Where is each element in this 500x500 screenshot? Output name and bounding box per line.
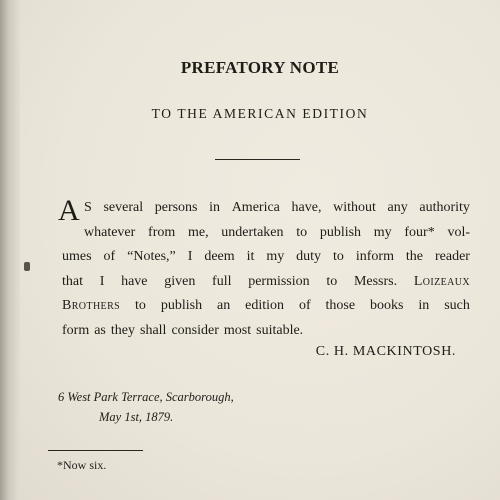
paragraph-word: reader: [434, 249, 470, 264]
date-line: May 1st, 1879.: [99, 410, 174, 424]
paragraph-word: Messrs.: [353, 273, 398, 289]
paragraph-word: most: [223, 322, 252, 338]
page-subtitle: TO THE AMERICAN EDITION: [151, 106, 369, 121]
paragraph-word: persons: [154, 200, 198, 215]
paragraph-word: inform: [355, 249, 394, 264]
paragraph-word: duty: [296, 249, 322, 264]
paragraph-word: America: [231, 200, 280, 215]
paragraph-word: have,: [291, 200, 322, 215]
paragraph-word: permission: [248, 273, 310, 289]
paragraph-word: it: [246, 249, 255, 264]
paragraph-line: [62, 294, 470, 319]
paragraph-line: [62, 270, 470, 295]
paragraph-word: have: [121, 273, 148, 289]
address-line: 6 West Park Terrace, Scarborough,: [58, 390, 234, 404]
paragraph-word: umes: [62, 249, 92, 264]
paragraph-word: those: [325, 298, 356, 313]
paragraph-word: such: [444, 298, 470, 313]
paragraph-word: I: [187, 249, 193, 264]
paragraph-word: of: [298, 298, 311, 313]
paragraph-word: without: [333, 200, 376, 215]
paragraph-word: suitable.: [256, 322, 304, 338]
paragraph-word: as: [94, 322, 106, 338]
paragraph-word: from: [148, 224, 176, 240]
paragraph-word: given: [164, 273, 196, 289]
paragraph-word: vol-: [447, 224, 470, 240]
paragraph-word: that: [62, 273, 83, 289]
paragraph-word: publish: [160, 298, 203, 313]
paragraph-word: full: [212, 273, 232, 289]
body-paragraph: [62, 196, 470, 343]
paragraph-word: an: [217, 298, 231, 313]
paragraph-word: in: [418, 298, 430, 313]
paragraph-word: S: [84, 200, 92, 215]
book-gutter: [0, 0, 20, 500]
paragraph-word: whatever: [84, 224, 136, 240]
paragraph-word: in: [209, 200, 221, 215]
paragraph-line: [62, 196, 470, 221]
paragraph-word: edition: [245, 298, 285, 313]
paragraph-word: form: [62, 322, 90, 338]
paragraph-word: me,: [187, 224, 209, 240]
page-title: PREFATORY NOTE: [180, 58, 340, 77]
paragraph-word: the: [405, 249, 424, 264]
author-signature: C. H. MACKINTOSH.: [315, 344, 456, 359]
title-divider: [215, 159, 300, 160]
paragraph-word: of: [103, 249, 116, 264]
paragraph-word: to: [135, 298, 146, 313]
paragraph-line: [62, 221, 470, 246]
paragraph-word: several: [103, 200, 144, 215]
paragraph-word: four*: [404, 224, 435, 240]
paragraph-word: I: [99, 273, 105, 289]
paragraph-word: Loizeaux: [413, 273, 470, 289]
footnote: *Now six.: [57, 458, 107, 472]
paragraph-word: to: [333, 249, 344, 264]
paragraph-word: consider: [171, 322, 219, 338]
paragraph-word: my: [266, 249, 285, 264]
paragraph-word: authority: [419, 200, 470, 215]
page-blemish: [24, 262, 30, 271]
paragraph-line: [62, 319, 470, 344]
paragraph-word: deem: [204, 249, 235, 264]
paragraph-word: undertaken: [221, 224, 284, 240]
paragraph-word: publish: [319, 224, 362, 240]
paragraph-line: [62, 245, 470, 270]
paragraph-word: my: [373, 224, 392, 240]
paragraph-word: any: [387, 200, 408, 215]
paragraph-word: books: [370, 298, 404, 313]
paragraph-word: “Notes,”: [127, 249, 176, 264]
paragraph-word: to: [296, 224, 308, 240]
paragraph-word: to: [326, 273, 338, 289]
footnote-divider: [48, 450, 143, 451]
paragraph-word: shall: [140, 322, 167, 338]
paragraph-word: Brothers: [62, 298, 121, 313]
paragraph-word: they: [110, 322, 135, 338]
drop-cap: A: [58, 194, 80, 227]
